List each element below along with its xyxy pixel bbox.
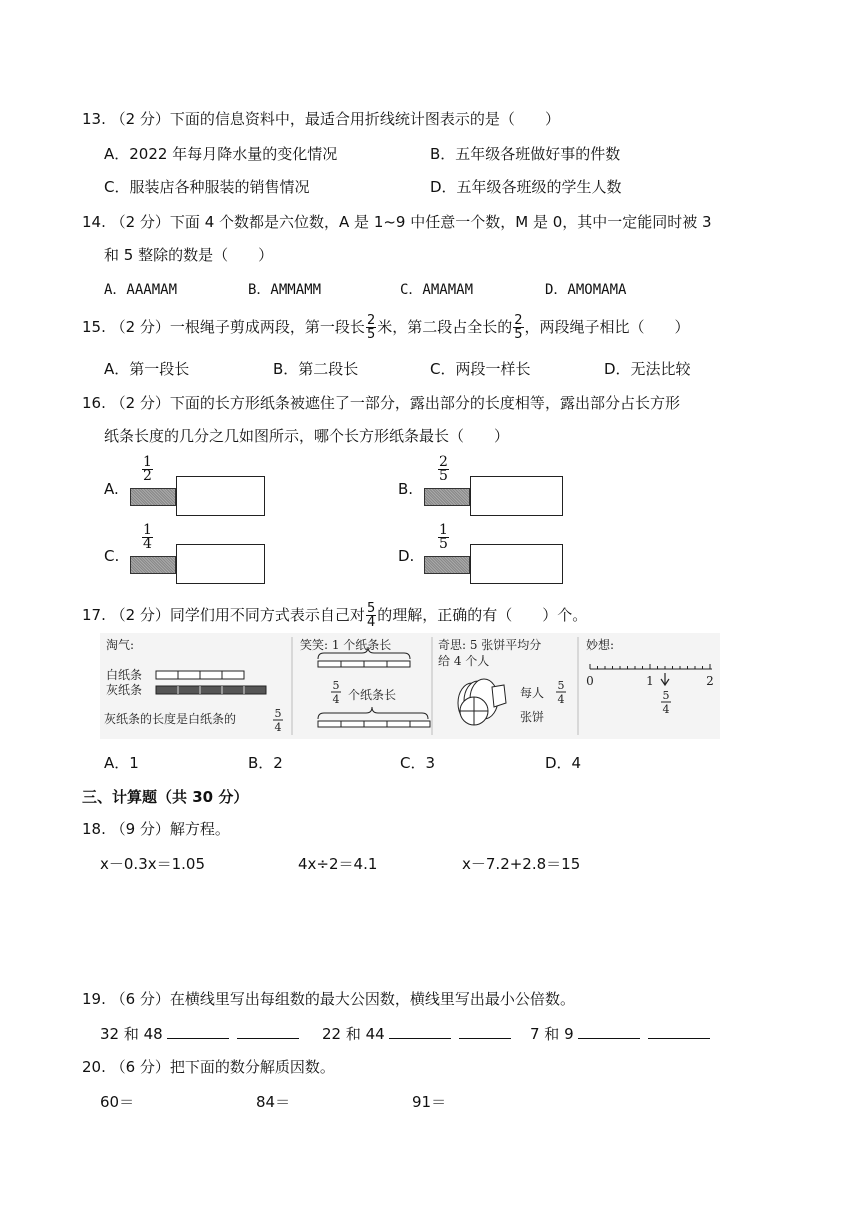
q16-option-b-cover (470, 476, 563, 516)
q15-stem-part3: ，两段绳子相比（ ） (524, 318, 690, 336)
q18-equation-2: 4x÷2＝4.1 (298, 855, 378, 873)
q16-stem-line2: 纸条长度的几分之几如图所示，哪个长方形纸条最长（ ） (104, 427, 510, 445)
q15-option-d: D．无法比较 (604, 360, 691, 378)
q17-p1-gray-label: 灰纸条 (106, 683, 143, 697)
q17-p2-frac-n: 5 (332, 679, 340, 692)
q16-stem-line1: 16. （2 分）下面的长方形纸条被遮住了一部分，露出部分的长度相等，露出部分占长方形 (82, 394, 680, 412)
q19-group-3 (530, 1023, 714, 1045)
q19-group-3-gcd-blank[interactable] (578, 1024, 640, 1039)
q17-p3-unit-label: 张饼 (520, 710, 545, 724)
q17-p3-title-line1: 奇思: 5 张饼平均分 (438, 638, 542, 652)
q16-option-b-fraction: 2 5 (439, 454, 448, 484)
q17-p4-tick-0: 0 (586, 674, 594, 688)
q15-option-c: C．两段一样长 (430, 360, 531, 378)
q18-stem: 18. （9 分）解方程。 (82, 820, 230, 838)
q17-p4-frac-d: 4 (662, 703, 670, 716)
q16-option-c-fraction: 1 4 (143, 522, 152, 552)
q17-p4-tick-1: 1 (646, 674, 654, 688)
q13-option-a: A．2022 年每月降水量的变化情况 (104, 145, 338, 163)
q13-option-c: C．服装店各种服装的销售情况 (104, 178, 310, 196)
q16-option-c-label: C. (104, 547, 120, 565)
q13-option-d: D．五年级各班级的学生人数 (430, 178, 622, 196)
q17-p3-each-label: 每人 (520, 686, 545, 700)
q19-group-1-gcd-blank[interactable] (167, 1024, 229, 1039)
q19-group-1-label: 32 和 48 (100, 1025, 163, 1043)
q13-option-b: B．五年级各班做好事的件数 (430, 145, 621, 163)
q17-p2-frac-d: 4 (332, 693, 340, 706)
q19-group-3-lcm-blank[interactable] (648, 1024, 710, 1039)
q16-option-a-cover (176, 476, 265, 516)
q17-p3-frac-n: 5 (557, 679, 565, 692)
q16-option-a-label: A. (104, 480, 119, 498)
q14-stem-line1: 14. （2 分）下面 4 个数都是六位数，A 是 1~9 中任意一个数，M 是 0，其中一定能同时被 3 (82, 213, 712, 231)
q20-item-3: 91＝ (412, 1093, 447, 1111)
q14-option-d: D．AMOMAMA (545, 282, 627, 298)
q18-equation-1: x－0.3x＝1.05 (100, 855, 206, 873)
q19-group-2-gcd-blank[interactable] (389, 1024, 451, 1039)
q19-group-2-lcm-blank[interactable] (459, 1024, 511, 1039)
q17-option-d: D．4 (545, 754, 582, 772)
q20-item-2: 84＝ (256, 1093, 291, 1111)
q15-stem-part2: 米，第二段占全长的 (377, 318, 513, 336)
q15-stem (82, 314, 690, 341)
q16-option-c-cover (176, 544, 265, 584)
q16-option-b-exposed-strip (424, 488, 470, 506)
q16-option-d-fraction: 1 5 (439, 522, 448, 552)
q15-fraction-1: $\frac{2}{5}$ (366, 313, 376, 342)
q15-option-a: A．第一段长 (104, 360, 190, 378)
q17-option-a: A．1 (104, 754, 139, 772)
q19-group-2 (322, 1023, 515, 1045)
q17-p1-white-label: 白纸条 (106, 668, 143, 682)
section-3-title: 三、计算题（共 30 分） (82, 788, 249, 806)
q14-option-c: C．AMAMAM (400, 282, 474, 298)
q17-p3-title-line2: 给 4 个人 (438, 654, 490, 668)
q17-p4-frac-n: 5 (662, 689, 670, 702)
q17-p2-title: 笑笑: 1 个纸条长 (300, 638, 392, 652)
q17-stem-part2: 的理解，正确的有（ ）个。 (377, 606, 588, 624)
q20-stem: 20. （6 分）把下面的数分解质因数。 (82, 1058, 335, 1076)
q17-option-b: B．2 (248, 754, 283, 772)
q16-option-c-exposed-strip (130, 556, 176, 574)
q17-p1-title: 淘气: (106, 638, 135, 652)
q16-option-a-exposed-strip (130, 488, 176, 506)
q17-p3-frac-d: 4 (557, 693, 565, 706)
q17-p2-top-strip (318, 661, 410, 667)
q17-option-c: C．3 (400, 754, 436, 772)
q16-option-b-label: B. (398, 480, 414, 498)
q19-group-1 (100, 1023, 303, 1045)
q18-equation-3: x－7.2+2.8＝15 (462, 855, 581, 873)
q16-option-d-cover (470, 544, 563, 584)
q19-group-1-lcm-blank[interactable] (237, 1024, 299, 1039)
q17-illustration-panels (100, 633, 720, 739)
q13-stem: 13. （2 分）下面的信息资料中，最适合用折线统计图表示的是（ ） (82, 110, 560, 128)
q17-stem-part1: 17. （2 分）同学们用不同方式表示自己对 (82, 606, 365, 624)
q15-stem-part1: 15. （2 分）一根绳子剪成两段，第一段长 (82, 318, 365, 336)
q16-option-d-exposed-strip (424, 556, 470, 574)
q17-p1-caption: 灰纸条的长度是白纸条的 (104, 712, 237, 726)
q15-option-b: B．第二段长 (273, 360, 359, 378)
q16-option-d-label: D. (398, 547, 415, 565)
q15-fraction-2: $\frac{2}{5}$ (514, 313, 523, 342)
q14-option-b: B．AMMAMM (248, 282, 322, 298)
q20-item-1: 60＝ (100, 1093, 135, 1111)
q17-p1-white-strip (156, 671, 244, 679)
q17-p4-tick-2: 2 (706, 674, 714, 688)
q17-stem (82, 602, 587, 629)
q19-group-2-label: 22 和 44 (322, 1025, 385, 1043)
q14-option-a: A．AAAMAM (104, 282, 178, 298)
q17-p1-frac-d: 4 (274, 721, 282, 734)
q14-stem-line2: 和 5 整除的数是（ ） (104, 246, 274, 264)
q17-p2-caption: 个纸条长 (348, 688, 397, 702)
q17-p4-title: 妙想: (586, 638, 615, 652)
q17-p1-gray-strip (156, 686, 266, 694)
q19-stem: 19. （6 分）在横线里写出每组数的最大公因数，横线里写出最小公倍数。 (82, 990, 575, 1008)
q17-p2-bottom-strip (318, 721, 430, 727)
q19-group-3-label: 7 和 9 (530, 1025, 574, 1043)
q17-fraction: $\frac{5}{4}$ (366, 601, 376, 630)
q16-option-a-fraction: 1 2 (143, 454, 152, 484)
q17-p1-frac-n: 5 (274, 707, 282, 720)
